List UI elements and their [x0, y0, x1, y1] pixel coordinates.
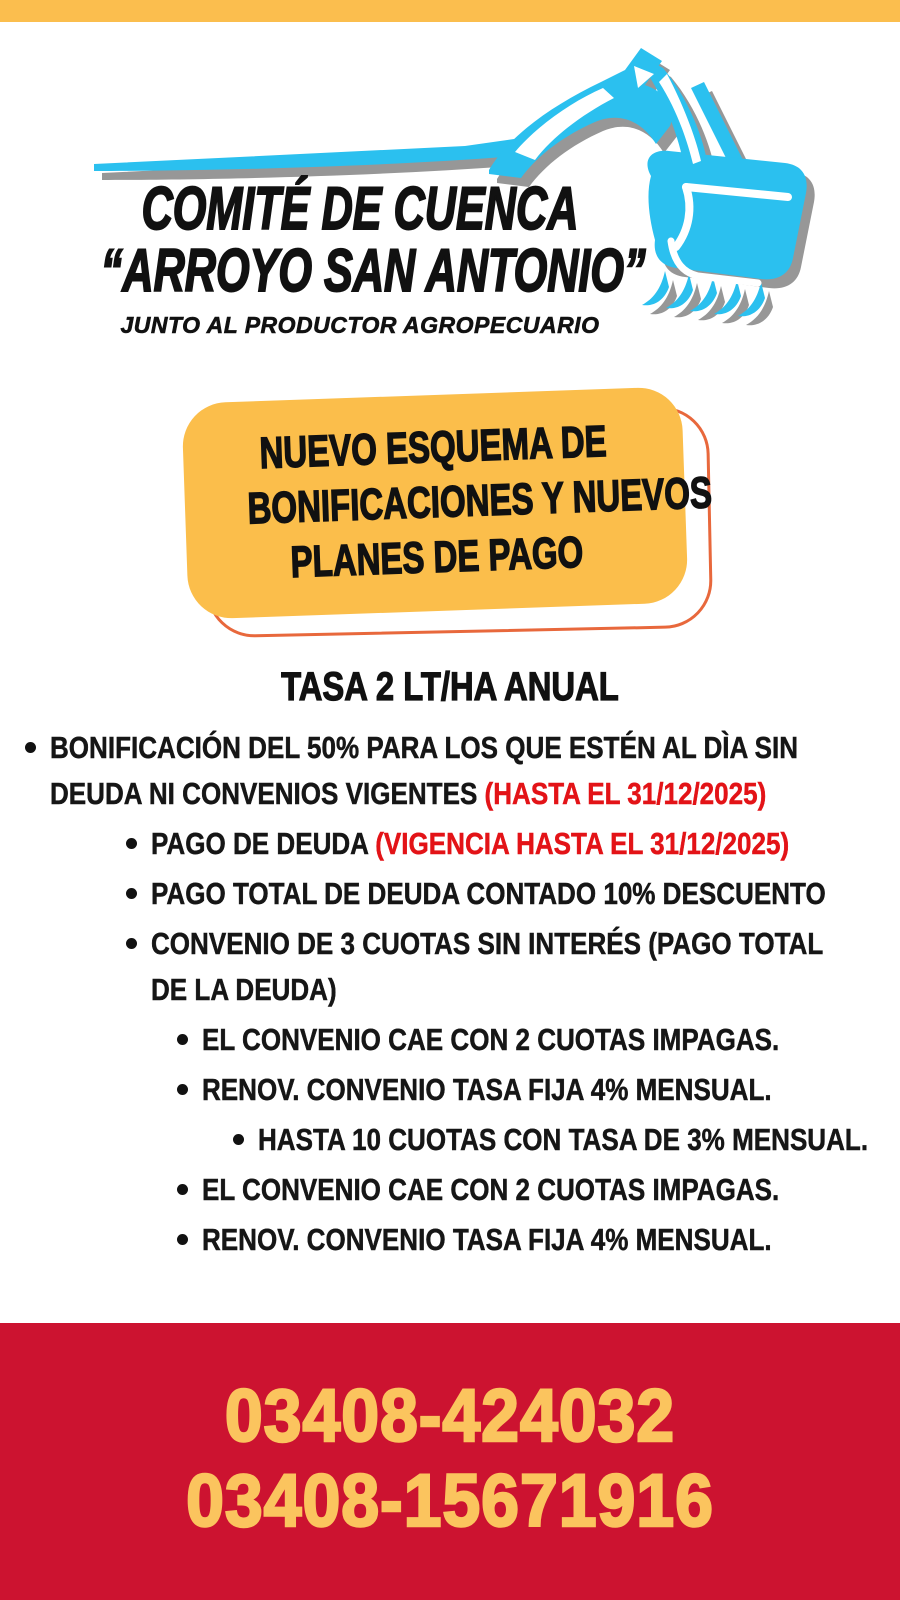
bullet-dot: [126, 938, 137, 949]
bullet-dot: [25, 742, 36, 753]
list-item: RENOV. CONVENIO TASA FIJA 4% MENSUAL.: [0, 1067, 900, 1113]
phone-number-1: 03408-424032: [224, 1374, 676, 1457]
org-title-block: [0, 175, 720, 340]
list-item: CONVENIO DE 3 CUOTAS SIN INTERÉS (PAGO TOTAL DE LA DEUDA): [0, 921, 900, 1013]
bullet-dot: [177, 1184, 188, 1195]
org-title-line1: COMITÉ DE CUENCA: [141, 175, 579, 242]
list-item: PAGO TOTAL DE DEUDA CONTADO 10% DESCUENTO: [0, 871, 900, 917]
org-title-line2: “ARROYO SAN ANTONIO”: [100, 237, 646, 304]
deadline-highlight: (HASTA EL 31/12/2025): [484, 776, 767, 811]
top-accent-bar: [0, 0, 900, 22]
list-item: HASTA 10 CUOTAS CON TASA DE 3% MENSUAL.: [0, 1117, 900, 1163]
bullet-list: [0, 725, 900, 1267]
banner-line: PLANES DE PAGO: [289, 527, 585, 588]
list-item: BONIFICACIÓN DEL 50% PARA LOS QUE ESTÉN AL DÌA SIN DEUDA NI CONVENIOS VIGENTES (HASTA EL 31/12/2025): [0, 725, 900, 817]
footer-band: [0, 1323, 900, 1600]
list-item: EL CONVENIO CAE CON 2 CUOTAS IMPAGAS.: [0, 1017, 900, 1063]
deadline-highlight: (VIGENCIA HASTA EL 31/12/2025): [375, 826, 790, 861]
bullet-dot: [177, 1034, 188, 1045]
org-tagline: JUNTO AL PRODUCTOR AGROPECUARIO: [120, 312, 600, 338]
announcement-banner: [181, 386, 713, 619]
bullet-dot: [233, 1134, 244, 1145]
bullet-dot: [126, 838, 137, 849]
list-item: RENOV. CONVENIO TASA FIJA 4% MENSUAL.: [0, 1217, 900, 1263]
list-item: EL CONVENIO CAE CON 2 CUOTAS IMPAGAS.: [0, 1167, 900, 1213]
phone-number-2: 03408-15671916: [186, 1459, 714, 1542]
banner-line: BONIFICACIONES Y NUEVOS: [246, 468, 713, 534]
bullet-dot: [177, 1084, 188, 1095]
banner-line: NUEVO ESQUEMA DE: [258, 416, 608, 479]
bullet-dot: [177, 1234, 188, 1245]
bullet-dot: [126, 888, 137, 899]
list-item: PAGO DE DEUDA (VIGENCIA HASTA EL 31/12/2025): [0, 821, 900, 867]
section-heading: TASA 2 LT/HA ANUAL: [281, 665, 619, 709]
